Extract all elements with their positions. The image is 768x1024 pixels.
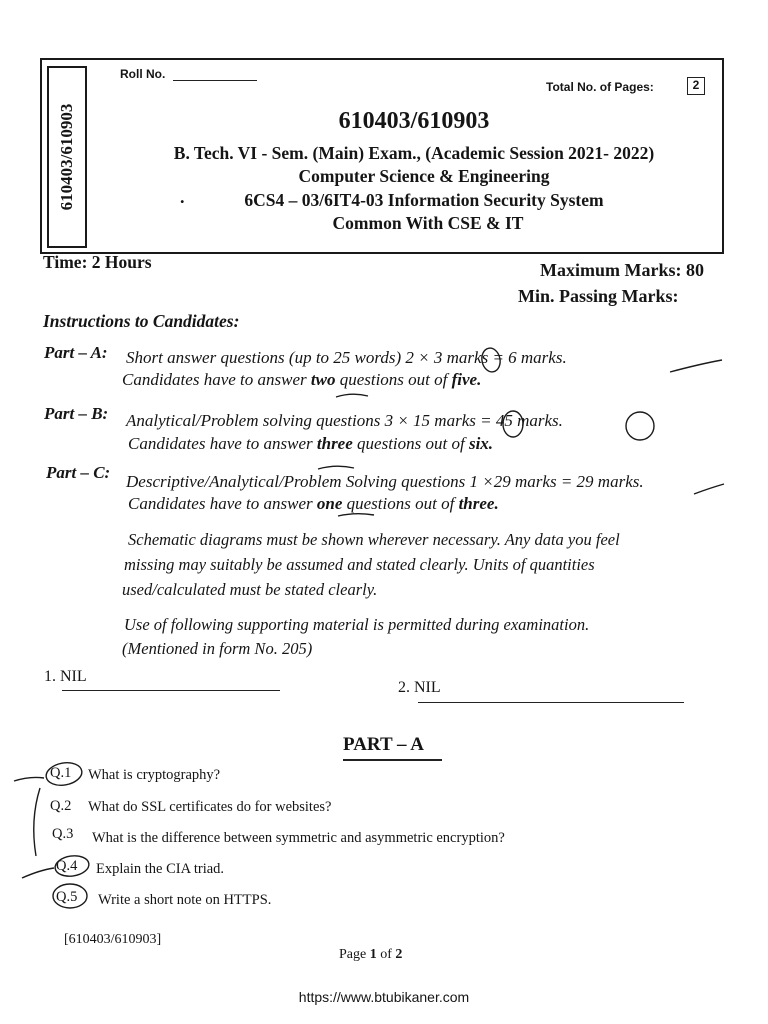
underline-mark-two	[336, 394, 368, 397]
underline-mark-one	[338, 514, 374, 516]
connector-mark-q1	[14, 777, 44, 781]
question-number: Q.2	[50, 798, 72, 814]
branch-name: Computer Science & Engineering	[298, 166, 550, 186]
min-passing-marks: Min. Passing Marks:	[518, 286, 679, 306]
exam-time: Time: 2 Hours	[43, 252, 152, 272]
material-2-line	[418, 702, 684, 703]
part-b-label: Part – B:	[44, 404, 109, 423]
part-a-instruction: Candidates have to answer two questions out of five.	[122, 370, 482, 389]
note-line: (Mentioned in form No. 205)	[122, 639, 313, 658]
part-b-description: Analytical/Problem solving questions 3 × 15 marks = 45 marks.	[126, 411, 563, 430]
page-number: Page 1 of 2	[339, 947, 403, 962]
connector-mark-q4	[22, 868, 54, 878]
subject-name: 6CS4 – 03/6IT4-03 Information Security System	[244, 190, 604, 210]
tick-mark-part-a	[670, 360, 722, 372]
source-url: https://www.btubikaner.com	[298, 989, 470, 1005]
circle-mark-45	[626, 412, 654, 440]
roll-no-label: Roll No.	[120, 67, 166, 81]
note-line: missing may suitably be assumed and stated clearly. Units of quantities	[124, 555, 595, 574]
question-number: Q.5	[56, 889, 78, 905]
footer-paper-code: [610403/610903]	[64, 932, 162, 947]
total-pages-value: 2	[687, 77, 705, 95]
overline-mark-problem	[318, 466, 354, 469]
common-with: Common With CSE & IT	[332, 213, 524, 233]
question-number: Q.4	[56, 858, 78, 874]
note-line: Use of following supporting material is permitted during examination.	[124, 615, 590, 634]
material-1-line	[62, 690, 280, 691]
question-number: Q.3	[52, 826, 74, 842]
maximum-marks: Maximum Marks: 80	[540, 260, 704, 280]
note-line: Schematic diagrams must be shown wherever necessary. Any data you feel	[128, 530, 620, 549]
side-paper-code: 610403/610903	[57, 103, 76, 211]
question-text: What is cryptography?	[88, 767, 221, 783]
question-text: What do SSL certificates do for websites?	[88, 799, 332, 815]
question-text: Explain the CIA triad.	[96, 861, 225, 877]
part-a-label: Part – A:	[44, 343, 108, 362]
part-a-description: Short answer questions (up to 25 words) 2 × 3 marks = 6 marks.	[126, 348, 567, 367]
note-line: used/calculated must be stated clearly.	[122, 580, 378, 599]
bracket-mark	[34, 788, 40, 856]
part-c-instruction: Candidates have to answer one questions out of three.	[128, 494, 499, 513]
roll-no-line	[173, 80, 257, 81]
supporting-material-2: 2. NIL	[398, 679, 441, 696]
paper-code: 610403/610903	[338, 108, 490, 134]
part-c-description: Descriptive/Analytical/Problem Solving questions 1 ×29 marks = 29 marks.	[126, 472, 644, 491]
part-c-label: Part – C:	[46, 463, 111, 482]
question-text: What is the difference between symmetric and asymmetric encryption?	[92, 830, 505, 846]
question-number: Q.1	[50, 765, 72, 781]
tick-mark-part-c	[694, 484, 724, 494]
question-text: Write a short note on HTTPS.	[98, 892, 272, 908]
instructions-heading: Instructions to Candidates:	[43, 311, 240, 331]
supporting-material-1: 1. NIL	[44, 668, 87, 685]
part-a-heading: PART – A	[343, 734, 424, 755]
part-b-instruction: Candidates have to answer three questions out of six.	[128, 434, 494, 453]
part-a-heading-underline	[343, 759, 442, 761]
exam-title: B. Tech. VI - Sem. (Main) Exam., (Academic Session 2021- 2022)	[173, 143, 655, 163]
subject-bullet: .	[180, 187, 185, 207]
total-pages-label: Total No. of Pages:	[546, 80, 654, 94]
